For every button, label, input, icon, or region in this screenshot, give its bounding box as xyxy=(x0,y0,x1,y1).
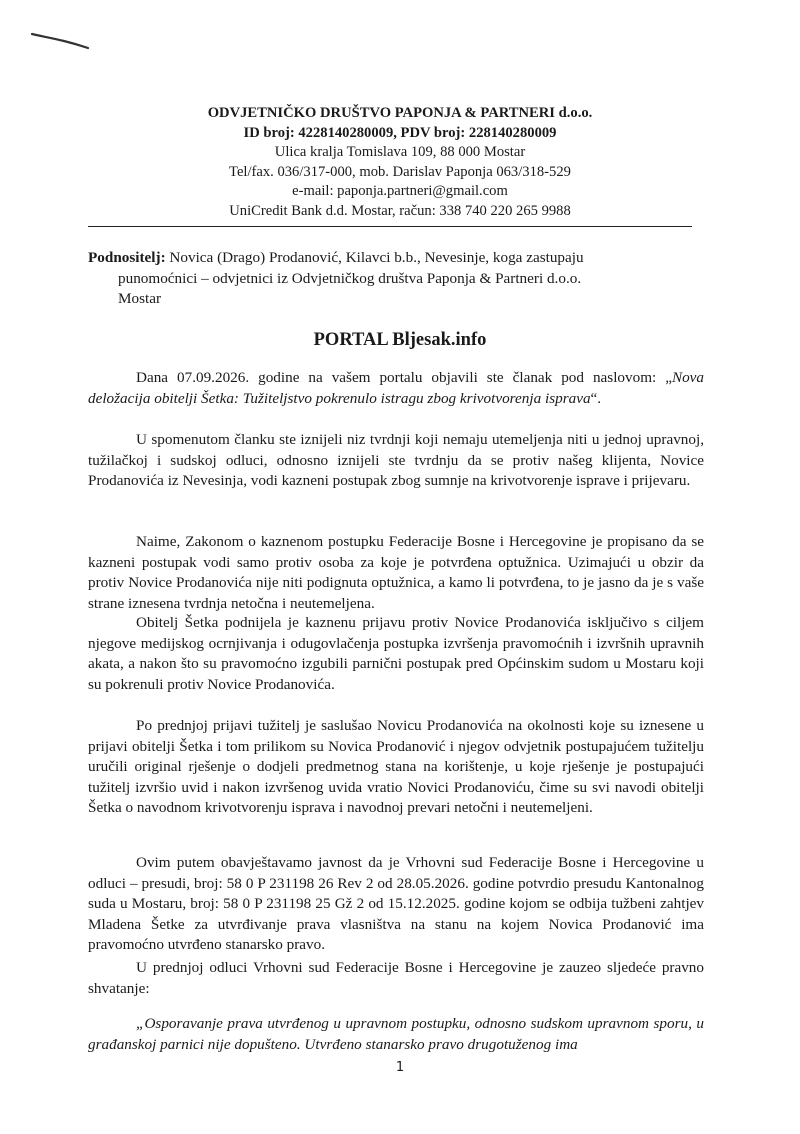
p1-tail: “. xyxy=(590,389,602,407)
paragraph-7 xyxy=(88,958,704,999)
paragraph-1 xyxy=(88,368,704,409)
p5-text: Po prednjoj prijavi tužitelj je saslušao Novicu Prodanovića na okolnosti koje su iznesene u prijavi obitelji Šetka i tom prilikom su Novica Prodanović i njegov odvjetnik postupajućem tužitelju uručili original rješenje o dodjeli predmetnog stana na korištenje, u koje rješenje je postupajući tužitelj izvršio uvid i nakon izvršenog uvida vratio Novici Prodanoviću, čime su svi navodi obitelji Šetka o navodnom krivotvorenju isprava i navodnoj prevari netočni i neutemeljeni. xyxy=(88,717,704,817)
court-quote xyxy=(88,1014,704,1055)
firm-bank: UniCredit Bank d.d. Mostar, račun: 338 740 220 265 9988 xyxy=(229,202,571,219)
letterhead xyxy=(0,104,800,221)
paragraph-3 xyxy=(88,532,704,614)
document-title: PORTAL Bljesak.info xyxy=(313,330,487,350)
submitter-text-2: punomoćnici – odvjetnici iz Odvjetničkog društva Paponja & Partneri d.o.o. xyxy=(118,269,582,287)
paragraph-2 xyxy=(88,430,704,492)
p6-text: Ovim putem obavještavamo javnost da je Vrhovni sud Federacije Bosne i Hercegovine u odluci – presudi, broj: 58 0 P 231198 26 Rev 2 od 28.05.2026. godine potvrdio presudu Kantonalnog suda u Mostaru, broj: 58 0 P 231198 25 Gž 2 od 15.12.2025. godine kojom se odbija tužbeni zahtjev Mladena Šetke za utvrđivanje prava vlasništva na stanu na kojem Novica Prodanović ima pravomoćno utvrđeno stanarsko pravo. xyxy=(88,854,704,954)
firm-email: e-mail: paponja.partneri@gmail.com xyxy=(292,183,508,199)
pen-stroke-mark xyxy=(30,28,90,50)
p1-lead: Dana 07.09.2026. godine na vašem portalu objavili ste članak pod naslovom: „ xyxy=(136,369,672,386)
p2-text: U spomenutom članku ste iznijeli niz tvrdnji koji nemaju utemeljenja niti u jednoj upravnoj, tužilačkoj i sudskoj odluci, odnosno iznijeli ste tvrdnju da se protiv našeg klijenta, Novice Prodanovića iz Nevesinja, vodi kazneni postupak zbog sumnje na krivotvorenje isprave i prijevaru. xyxy=(88,431,704,490)
paragraph-5 xyxy=(88,716,704,819)
paragraph-6 xyxy=(88,853,704,956)
firm-phone: Tel/fax. 036/317-000, mob. Darislav Paponja 063/318-529 xyxy=(229,163,571,180)
quote-text: „Osporavanje prava utvrđenog u upravnom postupku, odnosno sudskom upravnom sporu, u građanskoj parnici nije dopušteno. Utvrđeno stanarsko pravo drugotuženog ima xyxy=(88,1015,704,1053)
submitter-label: Podnositelj: xyxy=(88,249,166,266)
firm-name: ODVJETNIČKO DRUŠTVO PAPONJA & PARTNERI d.o.o. xyxy=(207,105,593,121)
firm-address: Ulica kralja Tomislava 109, 88 000 Mostar xyxy=(274,144,526,160)
submitter-text-3: Mostar xyxy=(118,290,162,308)
p3-text: Naime, Zakonom o kaznenom postupku Federacije Bosne i Hercegovine je propisano da se kazneni postupak vodi samo protiv osoba za koje je potvrđena optužnica. Uzimajući u obzir da protiv Novice Prodanovića nije niti podignuta optužnica, a kamo li potvrđena, to je jasno da je s vaše strane iznesena tvrdnja netočna i neutemeljena. xyxy=(88,533,704,612)
page-number: 1 xyxy=(395,1060,405,1075)
paragraph-4 xyxy=(88,613,704,695)
header-divider xyxy=(88,226,692,227)
p4-text: Obitelj Šetka podnijela je kaznenu prijavu protiv Novice Prodanovića isključivo s ciljem njegove medijskog ocrnjivanja i odugovlačenja postupka izvršenja pravomoćnih i izvršnih upravnih akata, a nakon što su pravomoćno izgubili parnični postupak pred Općinskim sudom u Mostaru koji su pokrenuli protiv Novice Prodanovića. xyxy=(88,614,704,693)
p7-text: U prednjoj odluci Vrhovni sud Federacije Bosne i Hercegovine je zauzeo sljedeće pravno shvatanje: xyxy=(88,959,704,997)
article-headline: Nova deložacija obitelji Šetka: Tužiteljstvo pokrenulo istragu zbog krivotvorenja isprava xyxy=(88,369,704,407)
submitter-block xyxy=(88,248,704,310)
firm-ids: ID broj: 4228140280009, PDV broj: 228140280009 xyxy=(243,124,557,141)
submitter-text-1: Novica (Drago) Prodanović, Kilavci b.b., Nevesinje, koga zastupaju xyxy=(169,249,584,266)
